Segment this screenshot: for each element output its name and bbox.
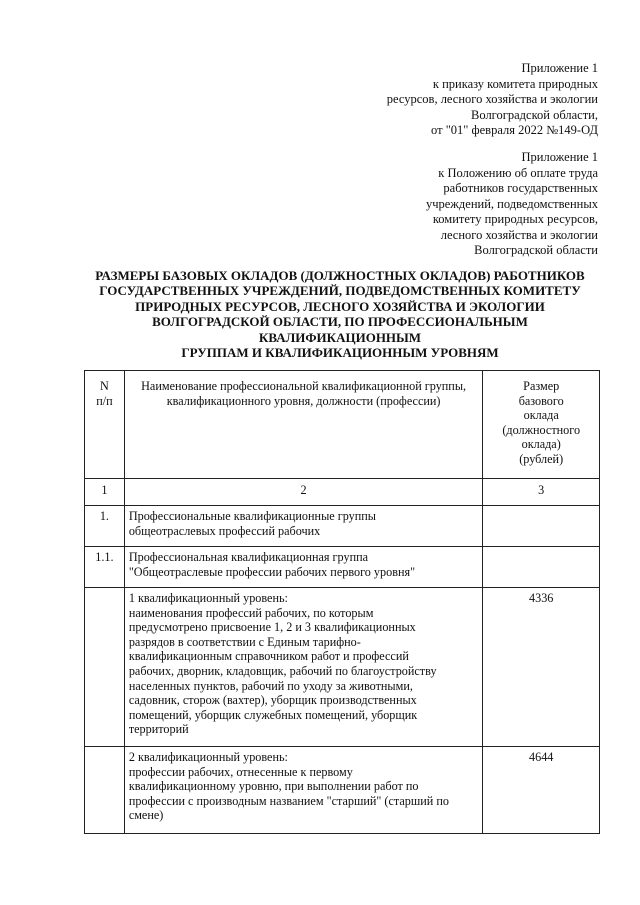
title-line: РАЗМЕРЫ БАЗОВЫХ ОКЛАДОВ (ДОЛЖНОСТНЫХ ОКЛАДОВ) РАБОТНИКОВ <box>95 268 585 283</box>
appendix-order-reference <box>387 61 598 139</box>
title-line: ПРИРОДНЫХ РЕСУРСОВ, ЛЕСНОГО ХОЗЯЙСТВА И ЭКОЛОГИИ <box>135 298 545 314</box>
row-name: 2 квалификационный уровень: профессии рабочих, отнесенные к первому квалификационному уровню, при выполнении работ по профессии с производным названием "старший" (старший по смене) <box>124 747 483 834</box>
header-name: Наименование профессиональной квалификационной группы, квалификационного уровня, должности (профессии) <box>124 371 483 479</box>
appendix-line: от "01" февраля 2022 №149-ОД <box>431 123 598 137</box>
table-row <box>85 747 600 834</box>
table-row <box>85 588 600 747</box>
row-number <box>85 588 125 747</box>
appendix-line: Приложение 1 <box>521 61 598 75</box>
appendix-line: Волгоградской области, <box>471 107 598 122</box>
row-number: 1. <box>85 506 125 547</box>
document-title <box>60 268 620 360</box>
row-name: 1 квалификационный уровень: наименования профессий рабочих, по которым предусмотрено присвоение 1, 2 и 3 квалификационных разрядов в соответствии с Единым тарифно- квалификационным справочником работ и профессий рабочих, дворник, кладовщик, рабочий по благоустройству населенных пунктов, рабочий по уходу за животными, садовник, сторож (вахтер), уборщик производственных помещений, уборщик служебных помещений, уборщик территорий <box>124 588 483 747</box>
row-salary: 4336 <box>483 588 600 747</box>
appendix-line: ресурсов, лесного хозяйства и экологии <box>386 92 598 106</box>
row-salary <box>483 547 600 588</box>
header-salary-size: Размер базового оклада (должностного оклада) (рублей) <box>483 371 600 479</box>
table-row <box>85 547 600 588</box>
row-salary: 4644 <box>483 747 600 834</box>
column-index: 3 <box>483 479 600 506</box>
table-header-row <box>85 371 600 479</box>
table-row <box>85 506 600 547</box>
title-line: КВАЛИФИКАЦИОННЫМ <box>258 329 422 345</box>
column-index: 2 <box>124 479 483 506</box>
row-name: Профессиональная квалификационная группа "Общеотраслевые профессии рабочих первого уровня" <box>124 547 483 588</box>
row-number <box>85 747 125 834</box>
salary-table <box>84 370 600 834</box>
appendix-regulation-reference <box>426 150 598 259</box>
appendix-line: к приказу комитета природных <box>432 76 598 91</box>
row-number: 1.1. <box>85 547 125 588</box>
header-number: N п/п <box>85 371 125 479</box>
appendix-line: Приложение 1 <box>521 150 598 164</box>
appendix-line: к Положению об оплате труда <box>438 165 598 180</box>
appendix-line: Волгоградской области <box>474 243 598 257</box>
appendix-line: учреждений, подведомственных <box>425 196 598 211</box>
row-name: Профессиональные квалификационные группы общеотраслевых профессий рабочих <box>124 506 483 547</box>
appendix-line: комитету природных ресурсов, <box>432 212 598 226</box>
appendix-line: лесного хозяйства и экологии <box>440 227 598 242</box>
title-line: ГОСУДАРСТВЕННЫХ УЧРЕЖДЕНИЙ, ПОДВЕДОМСТВЕННЫХ КОМИТЕТУ <box>99 283 581 299</box>
row-salary <box>483 506 600 547</box>
column-index-row <box>85 479 600 506</box>
appendix-line: работников государственных <box>443 181 598 195</box>
column-index: 1 <box>85 479 125 506</box>
title-line: ГРУППАМ И КВАЛИФИКАЦИОННЫМ УРОВНЯМ <box>181 345 499 361</box>
title-line: ВОЛГОГРАДСКОЙ ОБЛАСТИ, ПО ПРОФЕССИОНАЛЬНЫМ <box>152 314 528 330</box>
